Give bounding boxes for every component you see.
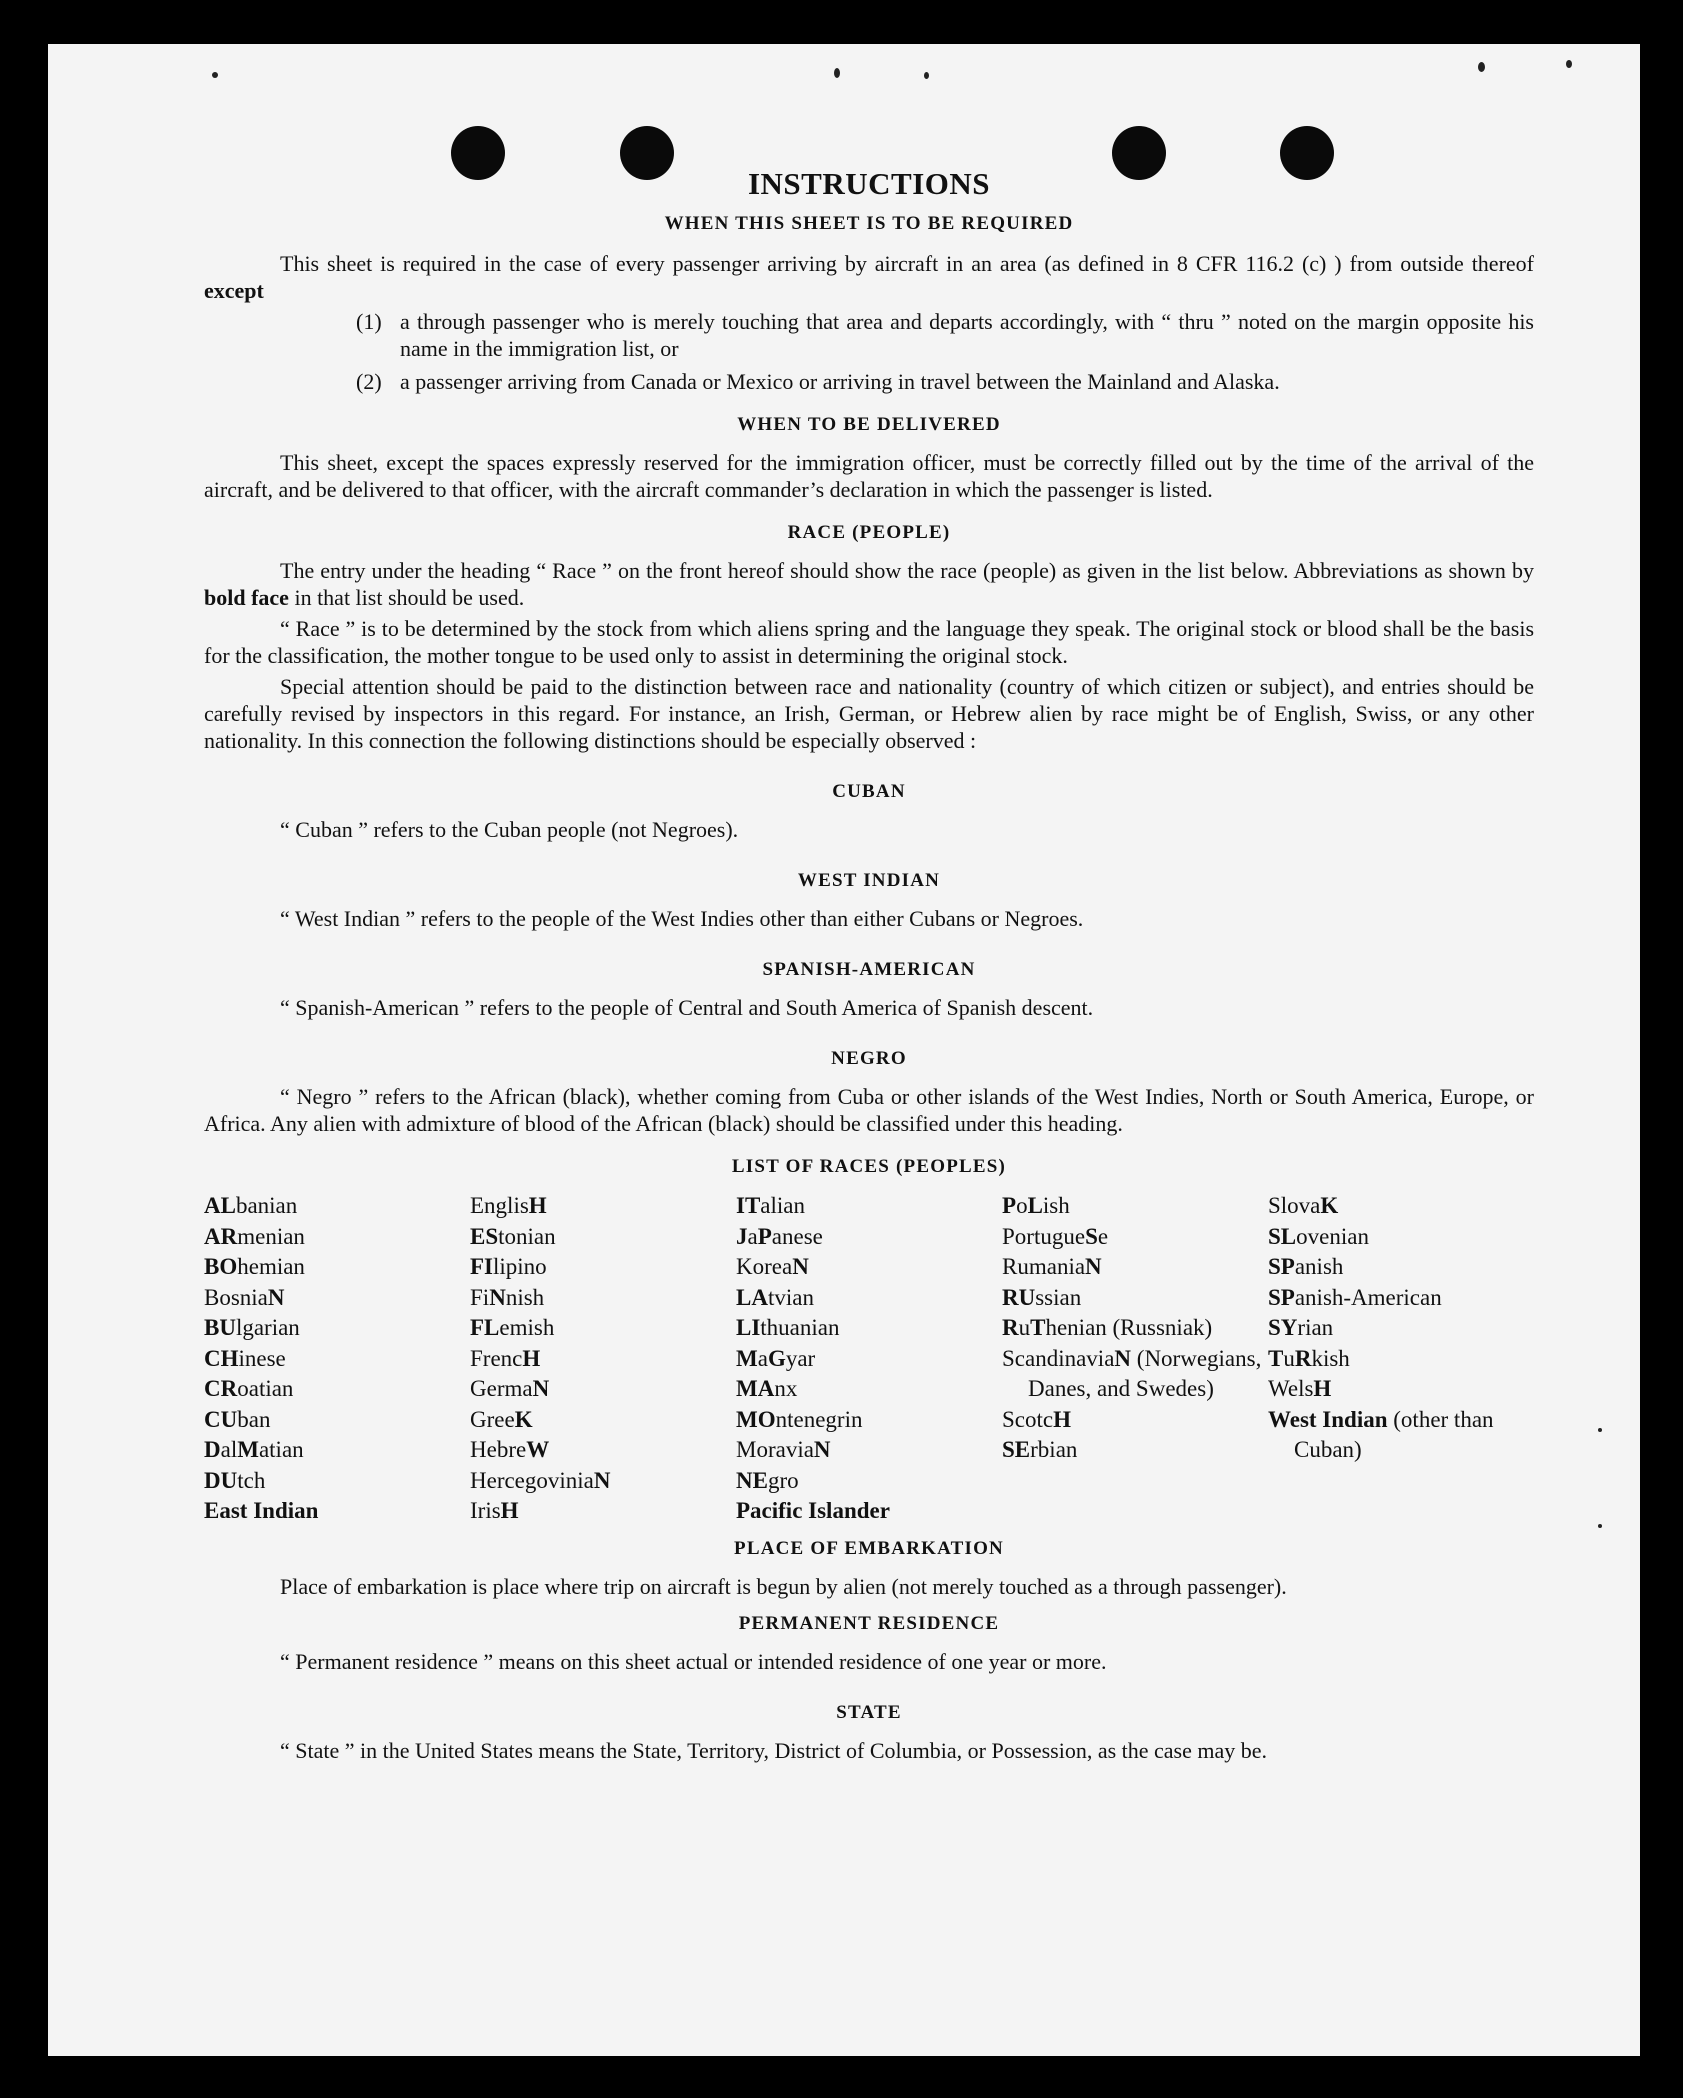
race-text-part: hemian [237, 1254, 305, 1279]
race-entry [470, 1222, 736, 1253]
race-entry [1002, 1283, 1268, 1314]
race-paragraph-3: Special attention should be paid to the distinction between race and nationality (country of which citizen or subject), and entries should be carefully revised by inspectors in this regard. For instance, an Irish, German, or Hebrew alien by race might be of English, Swiss, or any other nationality. In this connection the following distinctions should be especially observed : [204, 674, 1534, 753]
race-entry [1268, 1222, 1534, 1253]
race-entry [204, 1283, 470, 1314]
race-abbrev-part: N [792, 1254, 809, 1279]
race-abbrev-part: MO [736, 1406, 776, 1432]
race-text-part: kish [1311, 1345, 1350, 1371]
race-text-part: Korea [736, 1254, 793, 1279]
race-text-part: gro [767, 1467, 799, 1493]
race-entry [470, 1496, 736, 1527]
race-abbrev-part: P [757, 1223, 772, 1249]
race-text-part: ntenegrin [775, 1406, 863, 1432]
race-text-part: Frenc [470, 1345, 523, 1371]
speck [1478, 62, 1485, 72]
race-abbrev-part: P [1002, 1193, 1017, 1218]
race-abbrev-part: SP [1268, 1284, 1295, 1310]
west-indian-text: “ West Indian ” refers to the people of the West Indies other than either Cubans or Negroes. [280, 906, 1084, 931]
race-abbrev-part: H [500, 1498, 519, 1523]
item-text: a passenger arriving from Canada or Mexico or arriving in travel between the Mainland and Alaska. [400, 369, 1280, 394]
item-number: (2) [356, 369, 382, 394]
race-text-part: menian [237, 1223, 305, 1249]
race-abbrev-part: N [593, 1467, 611, 1493]
race-abbrev-part: G [767, 1345, 786, 1371]
race-text-part: anish [1294, 1254, 1344, 1279]
race-abbrev-part: K [1320, 1193, 1339, 1218]
race-abbrev-part: K [514, 1406, 533, 1432]
race-abbrev-part: N [489, 1284, 506, 1310]
list-item [356, 368, 1534, 395]
race-entry [470, 1466, 736, 1497]
race-text-part: tonian [498, 1223, 556, 1249]
race-entry [1002, 1313, 1268, 1344]
speck [1566, 60, 1572, 68]
race-entry [1002, 1435, 1268, 1466]
heading-spanish-american: SPANISH-AMERICAN [762, 959, 976, 980]
race-abbrev-part: N [813, 1437, 831, 1462]
document-page [48, 44, 1640, 2056]
race-text-part: banian [235, 1193, 298, 1218]
race-text-part: lipino [493, 1254, 547, 1279]
race-abbrev-part: West Indian [1268, 1406, 1388, 1432]
race-entry [736, 1374, 1002, 1405]
race-paragraph-2: “ Race ” is to be determined by the stock from which aliens spring and the language they speak. The original stock or blood shall be the basis for the classification, the mother tongue to be used only to assist in determining the original stock. [204, 616, 1534, 668]
race-abbrev-part: LI [736, 1315, 761, 1340]
race-abbrev-part: N [267, 1284, 285, 1310]
race-abbrev-part: T [1268, 1345, 1284, 1371]
race-column [204, 1191, 470, 1527]
race-abbrev-part: East Indian [204, 1498, 319, 1523]
heading-embarkation: PLACE OF EMBARKATION [734, 1537, 1004, 1559]
race-abbrev-part: Pacific Islander [736, 1498, 890, 1523]
race-entry [470, 1344, 736, 1375]
race-abbrev-part: RU [1002, 1284, 1036, 1310]
race-abbrev-part: BO [204, 1254, 238, 1279]
race-entry [204, 1496, 470, 1527]
race-text-part: o [1016, 1193, 1028, 1218]
race-entry [470, 1435, 736, 1466]
race-abbrev-part: IT [736, 1193, 761, 1218]
race-text-part: u [1018, 1315, 1031, 1340]
race-entry [204, 1252, 470, 1283]
race-entry [736, 1313, 1002, 1344]
race-text-part: yar [785, 1345, 816, 1371]
race-abbrev-part: CU [204, 1406, 238, 1432]
race-abbrev-part: MA [736, 1376, 775, 1401]
race-abbrev-part: H [1053, 1406, 1071, 1432]
race-text-part: Hercegovinia [470, 1467, 594, 1493]
race-text-part: oatian [237, 1376, 294, 1401]
race-abbrev-part: L [1027, 1193, 1043, 1218]
race-abbrev-part: NE [736, 1467, 768, 1493]
race-text-part: Iris [470, 1498, 501, 1523]
race-abbrev-part: N [532, 1376, 550, 1401]
race-text-part: a [757, 1345, 768, 1371]
race-text-part: al [220, 1437, 238, 1462]
race-text-part: emish [499, 1315, 555, 1340]
race-abbrev-part: M [237, 1437, 259, 1462]
race-entry [1268, 1344, 1534, 1375]
heading-residence: PERMANENT RESIDENCE [738, 1612, 1000, 1634]
race-text-part: (Norwegians, Danes, and Swedes) [1028, 1345, 1262, 1401]
heading-when-delivered: WHEN TO BE DELIVERED [737, 414, 1001, 435]
race-text-part: Gree [470, 1406, 515, 1432]
race-abbrev-part: SE [1002, 1437, 1031, 1462]
race-entry [470, 1313, 736, 1344]
race-entry [736, 1405, 1002, 1436]
race-entry [1002, 1252, 1268, 1283]
race-entry [470, 1283, 736, 1314]
heading-state: STATE [836, 1701, 902, 1723]
race-text-part: tvian [767, 1284, 814, 1310]
when-delivered-text: This sheet, except the spaces expressly reserved for the immigration officer, must be correctly filled out by the time of the arrival of the aircraft, and be delivered to that officer, with the aircraft commander’s declaration in which the passenger is listed. [204, 450, 1534, 502]
race-entry [736, 1344, 1002, 1375]
race-column [736, 1191, 1002, 1527]
speck [1598, 1428, 1602, 1432]
race-text-part: Rumania [1002, 1254, 1086, 1279]
race-abbrev-part: FL [470, 1315, 500, 1340]
race-abbrev-part: W [526, 1437, 550, 1462]
when-required-intro [204, 250, 1534, 304]
heading-negro: NEGRO [831, 1048, 907, 1069]
race-abbrev-part: H [522, 1345, 541, 1371]
race-abbrev-part: N [1114, 1345, 1132, 1371]
race-text-part: a [747, 1223, 758, 1249]
race-text-part: Hebre [470, 1437, 527, 1462]
race-entry [736, 1466, 1002, 1497]
race-abbrev-part: CH [204, 1345, 239, 1371]
race-paragraph-1 [204, 557, 1534, 611]
race-text-part: Englis [470, 1193, 529, 1218]
race-text-part: ish [1042, 1193, 1070, 1218]
instructions-body [204, 164, 1534, 1764]
heading-west-indian: WEST INDIAN [797, 870, 941, 891]
race-text-part: Moravia [736, 1437, 814, 1462]
race-p1-b: in that list should be used. [294, 585, 525, 610]
race-p1-a: The entry under the heading “ Race ” on the front hereof should show the race (people) as given in the list below. Abbreviations as shown by [280, 558, 1534, 583]
speck [212, 72, 218, 78]
race-abbrev-part: ES [470, 1223, 499, 1249]
race-abbrev-part: SY [1268, 1315, 1298, 1340]
race-entry [1002, 1405, 1268, 1436]
item-text: a through passenger who is merely touching that area and departs accordingly, with “ thru ” noted on the margin opposite his name in the immigration list, or [400, 309, 1534, 361]
race-entry [1268, 1374, 1534, 1405]
race-text-part: Bosnia [204, 1284, 268, 1310]
race-abbrev-part: M [736, 1345, 758, 1371]
race-abbrev-part: R [1294, 1345, 1312, 1371]
race-abbrev-part: J [736, 1223, 748, 1249]
race-abbrev-part: SP [1268, 1254, 1295, 1279]
race-abbrev-part: T [1030, 1315, 1046, 1340]
race-abbrev-part: LA [736, 1284, 768, 1310]
race-abbrev-part: S [1085, 1223, 1098, 1249]
race-text-part: Slova [1268, 1193, 1321, 1218]
race-text-part: Germa [470, 1376, 533, 1401]
race-text-part: anish-American [1294, 1284, 1442, 1310]
item-number: (1) [356, 309, 382, 334]
residence-text: “ Permanent residence ” means on this sheet actual or intended residence of one year or more. [280, 1648, 1107, 1674]
state-text: “ State ” in the United States means the State, Territory, District of Columbia, or Possession, as the case may be. [280, 1737, 1268, 1763]
race-entry [1268, 1191, 1534, 1222]
race-entry [736, 1283, 1002, 1314]
race-text-part: lgarian [235, 1315, 300, 1340]
race-entry [204, 1466, 470, 1497]
heading-cuban: CUBAN [832, 781, 906, 802]
race-entry [204, 1435, 470, 1466]
race-entry [204, 1374, 470, 1405]
race-text-part: rian [1297, 1315, 1334, 1340]
race-text-part: tch [237, 1467, 266, 1493]
speck [834, 68, 840, 78]
race-entry [736, 1435, 1002, 1466]
race-abbrev-part: N [1085, 1254, 1102, 1279]
race-abbrev-part: H [1313, 1376, 1332, 1401]
negro-text: “ Negro ” refers to the African (black), whether coming from Cuba or other islands of the West Indies, North or South America, Europe, or Africa. Any alien with admixture of blood of the African (black) should be classified under this heading. [204, 1084, 1534, 1136]
race-text-part: u [1283, 1345, 1295, 1371]
race-entry [736, 1252, 1002, 1283]
race-entry [1268, 1252, 1534, 1283]
race-entry [470, 1405, 736, 1436]
race-text-part: (other than Cuban) [1294, 1406, 1494, 1462]
race-entry [470, 1191, 736, 1222]
race-abbrev-part: H [528, 1193, 547, 1218]
race-text-part: alian [760, 1193, 805, 1218]
race-text-part: anese [771, 1223, 823, 1249]
race-text-part: henian (Russniak) [1045, 1315, 1213, 1340]
race-entry [1268, 1313, 1534, 1344]
race-text-part: Fi [470, 1284, 490, 1310]
race-abbrev-part: AL [204, 1193, 236, 1218]
race-abbrev-part: BU [204, 1315, 236, 1340]
race-entry [204, 1222, 470, 1253]
race-entry [204, 1313, 470, 1344]
spanish-american-text: “ Spanish-American ” refers to the people of Central and South America of Spanish descent. [280, 995, 1094, 1020]
intro-text: This sheet is required in the case of every passenger arriving by aircraft in an area (as defined in 8 CFR 116.2 (c) ) from outside thereof [280, 251, 1534, 276]
race-entry [470, 1374, 736, 1405]
race-entry [1002, 1191, 1268, 1222]
race-column [1268, 1191, 1534, 1527]
race-column [1002, 1191, 1268, 1527]
intro-bold: except [204, 278, 264, 303]
race-entry [1002, 1344, 1268, 1405]
race-entry [1268, 1405, 1534, 1466]
embarkation-text: Place of embarkation is place where trip on aircraft is begun by alien (not merely touched as a through passenger). [280, 1573, 1287, 1599]
race-abbrev-part: FI [470, 1254, 493, 1279]
race-text-part: ovenian [1296, 1223, 1369, 1249]
race-entry [736, 1222, 1002, 1253]
cuban-text: “ Cuban ” refers to the Cuban people (not Negroes). [280, 817, 739, 842]
race-text-part: atian [258, 1437, 304, 1462]
heading-race: RACE (PEOPLE) [787, 522, 951, 543]
race-entry [470, 1252, 736, 1283]
speck [924, 72, 929, 79]
race-abbrev-part: SL [1268, 1223, 1297, 1249]
race-entry [736, 1496, 1002, 1527]
race-text-part: e [1097, 1223, 1109, 1249]
race-p1-bold: bold face [204, 585, 289, 610]
race-text-part: rbian [1030, 1437, 1078, 1462]
heading-list-of-races: LIST OF RACES (PEOPLES) [731, 1156, 1007, 1177]
race-text-part: ssian [1035, 1284, 1082, 1310]
race-entry [1268, 1283, 1534, 1314]
race-text-part: thuanian [760, 1315, 840, 1340]
page-title: INSTRUCTIONS [747, 166, 990, 201]
race-entry [736, 1191, 1002, 1222]
races-table [204, 1191, 1534, 1527]
race-entry [1002, 1222, 1268, 1253]
race-text-part: Scotc [1002, 1406, 1054, 1432]
race-text-part: Portugue [1002, 1223, 1086, 1249]
race-abbrev-part: CR [204, 1376, 238, 1401]
race-text-part: ban [237, 1406, 271, 1432]
race-text-part: Scandinavia [1002, 1345, 1115, 1371]
heading-when-required: WHEN THIS SHEET IS TO BE REQUIRED [664, 213, 1074, 234]
race-abbrev-part: DU [204, 1467, 238, 1493]
list-item [356, 308, 1534, 362]
race-text-part: Wels [1268, 1376, 1314, 1401]
race-entry [204, 1191, 470, 1222]
race-abbrev-part: AR [204, 1223, 238, 1249]
race-entry [204, 1344, 470, 1375]
race-text-part: nish [505, 1284, 545, 1310]
race-column [470, 1191, 736, 1527]
race-text-part: inese [238, 1345, 286, 1371]
race-abbrev-part: D [204, 1437, 221, 1462]
speck [1598, 1524, 1602, 1528]
race-entry [204, 1405, 470, 1436]
race-abbrev-part: R [1002, 1315, 1019, 1340]
race-text-part: nx [774, 1376, 798, 1401]
